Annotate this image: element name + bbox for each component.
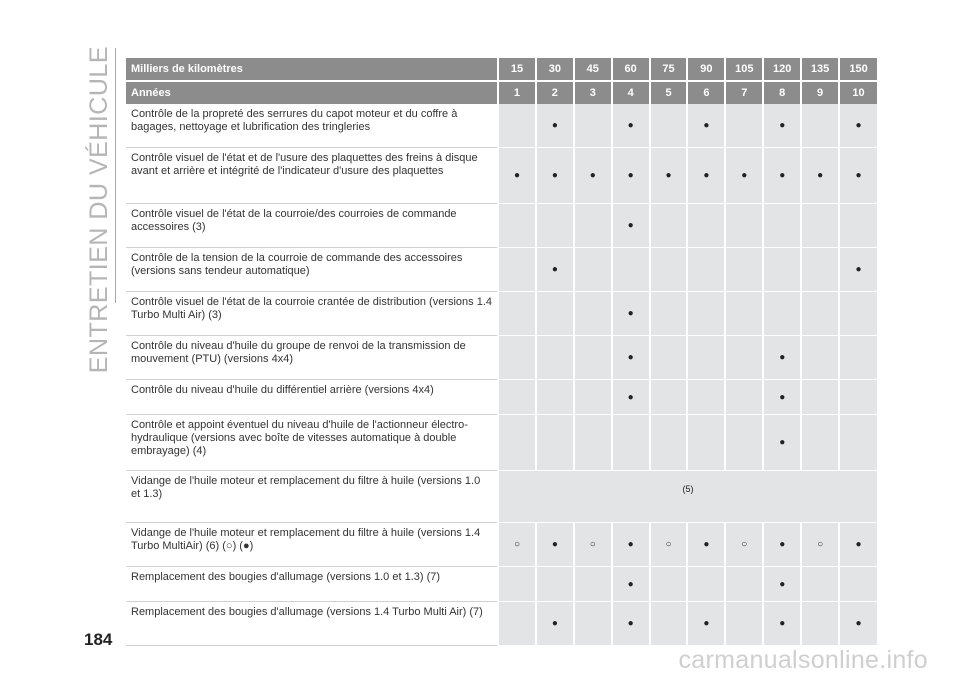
interval-cell	[687, 204, 725, 248]
operation-description: Contrôle visuel de l'état de la courroie/des courroies de commande accessoires (3)	[126, 204, 498, 248]
header-year-cell: 1	[498, 81, 536, 104]
operation-description: Contrôle du niveau d'huile du différentiel arrière (versions 4x4)	[126, 380, 498, 415]
header-km-cell: 90	[687, 58, 725, 81]
interval-cell	[574, 523, 612, 567]
interval-cell	[536, 292, 574, 336]
interval-cell	[612, 148, 650, 204]
filled-dot-mark: ●	[703, 618, 710, 629]
filled-dot-mark: ●	[779, 391, 786, 403]
interval-cell	[763, 292, 801, 336]
interval-cell	[801, 602, 839, 646]
header-year-cell: 6	[687, 81, 725, 104]
operation-description: Contrôle du niveau d'huile du groupe de renvoi de la transmission de mouvement (PTU) (versions 4x4)	[126, 336, 498, 380]
interval-cell	[574, 292, 612, 336]
interval-cell	[839, 567, 877, 602]
interval-cell	[687, 602, 725, 646]
section-side-title	[74, 46, 114, 374]
header-km-row	[126, 58, 877, 81]
interval-cell	[763, 336, 801, 380]
interval-cell	[801, 248, 839, 292]
table-row	[126, 380, 877, 415]
interval-cell	[650, 104, 688, 148]
filled-dot-mark: ●	[855, 618, 862, 629]
header-year-cell: 4	[612, 81, 650, 104]
interval-cell	[687, 523, 725, 567]
interval-cell	[725, 415, 763, 471]
header-km-cell: 45	[574, 58, 612, 81]
filled-dot-mark: ●	[817, 170, 824, 181]
open-circle-mark: ○	[665, 539, 672, 550]
interval-cell	[687, 380, 725, 415]
interval-cell	[839, 104, 877, 148]
interval-cell	[725, 204, 763, 248]
interval-cell	[763, 523, 801, 567]
interval-cell	[725, 104, 763, 148]
header-km-cell: 30	[536, 58, 574, 81]
interval-cell	[650, 148, 688, 204]
interval-cell	[763, 148, 801, 204]
interval-cell	[536, 336, 574, 380]
interval-cell	[612, 248, 650, 292]
interval-cell	[801, 380, 839, 415]
interval-cell	[612, 415, 650, 471]
interval-cell	[687, 248, 725, 292]
header-km-cell: 75	[650, 58, 688, 81]
interval-cell	[498, 415, 536, 471]
interval-cell	[536, 104, 574, 148]
interval-cell	[498, 104, 536, 148]
interval-cell	[687, 148, 725, 204]
interval-cell	[498, 602, 536, 646]
operation-description: Contrôle visuel de l'état et de l'usure des plaquettes des freins à disque avant et arrière et intégrité de l'indicateur d'usure des plaquettes	[126, 148, 498, 204]
table-row	[126, 248, 877, 292]
operation-description: Contrôle visuel de l'état de la courroie crantée de distribution (versions 1.4 Turbo Multi Air) (3)	[126, 292, 498, 336]
filled-dot-mark: ●	[627, 220, 634, 231]
filled-dot-mark: ●	[551, 170, 558, 181]
filled-dot-mark: ●	[855, 264, 862, 275]
interval-cell	[839, 523, 877, 567]
filled-dot-mark: ●	[551, 618, 558, 629]
interval-cell	[498, 380, 536, 415]
interval-cell	[687, 415, 725, 471]
filled-dot-mark: ●	[627, 120, 634, 131]
interval-cell	[725, 336, 763, 380]
interval-cell	[687, 104, 725, 148]
interval-cell	[839, 204, 877, 248]
header-year-cell: 5	[650, 81, 688, 104]
filled-dot-mark: ●	[779, 170, 786, 181]
interval-cell	[498, 248, 536, 292]
header-km-cell: 135	[801, 58, 839, 81]
header-years-label: Années	[126, 81, 498, 104]
interval-cell	[801, 567, 839, 602]
interval-cell	[839, 292, 877, 336]
interval-cell	[612, 292, 650, 336]
interval-cell	[801, 104, 839, 148]
table-row	[126, 471, 877, 523]
operation-description: Remplacement des bougies d'allumage (versions 1.4 Turbo Multi Air) (7)	[126, 602, 498, 646]
filled-dot-mark: ●	[627, 170, 634, 181]
table-row	[126, 567, 877, 602]
table-row	[126, 523, 877, 567]
interval-cell	[536, 380, 574, 415]
interval-cell	[498, 567, 536, 602]
interval-cell	[498, 336, 536, 380]
interval-cell	[498, 292, 536, 336]
interval-cell	[763, 567, 801, 602]
interval-cell	[612, 380, 650, 415]
interval-cell	[650, 523, 688, 567]
interval-cell	[763, 248, 801, 292]
table-row	[126, 292, 877, 336]
interval-cell	[763, 602, 801, 646]
filled-dot-mark: ●	[627, 618, 634, 629]
maintenance-schedule-table	[126, 58, 877, 646]
interval-cell	[801, 336, 839, 380]
interval-cell	[574, 380, 612, 415]
interval-cell	[725, 567, 763, 602]
header-km-cell: 105	[725, 58, 763, 81]
filled-dot-mark: ●	[855, 170, 862, 181]
side-divider	[115, 48, 116, 303]
interval-cell	[725, 292, 763, 336]
interval-cell	[650, 204, 688, 248]
interval-cell	[725, 248, 763, 292]
table-row	[126, 148, 877, 204]
operation-description: Vidange de l'huile moteur et remplacement du filtre à huile (versions 1.4 Turbo MultiAir) (6) (○) (●)	[126, 523, 498, 567]
interval-cell	[650, 415, 688, 471]
interval-cell	[725, 380, 763, 415]
interval-cell	[536, 148, 574, 204]
operation-description: Remplacement des bougies d'allumage (versions 1.0 et 1.3) (7)	[126, 567, 498, 602]
interval-cell	[650, 248, 688, 292]
filled-dot-mark: ●	[855, 539, 862, 550]
header-year-cell: 7	[725, 81, 763, 104]
interval-cell	[574, 248, 612, 292]
open-circle-mark: ○	[817, 539, 824, 550]
open-circle-mark: ○	[741, 539, 748, 550]
table-row	[126, 415, 877, 471]
interval-cell	[650, 380, 688, 415]
filled-dot-mark: ●	[855, 120, 862, 131]
header-year-cell: 8	[763, 81, 801, 104]
interval-cell	[536, 415, 574, 471]
filled-dot-mark: ●	[703, 170, 710, 181]
header-km-cell: 60	[612, 58, 650, 81]
interval-cell	[612, 602, 650, 646]
table-body	[126, 104, 877, 646]
filled-dot-mark: ●	[779, 352, 786, 363]
filled-dot-mark: ●	[779, 578, 786, 590]
filled-dot-mark: ●	[703, 539, 710, 550]
table-row	[126, 336, 877, 380]
interval-cell	[612, 523, 650, 567]
interval-cell	[839, 336, 877, 380]
interval-cell	[536, 602, 574, 646]
interval-cell	[839, 248, 877, 292]
interval-cell	[650, 602, 688, 646]
filled-dot-mark: ●	[627, 308, 634, 319]
interval-cell	[498, 148, 536, 204]
filled-dot-mark: ●	[627, 578, 634, 590]
filled-dot-mark: ●	[513, 170, 520, 181]
interval-cell	[574, 567, 612, 602]
header-km-cell: 150	[839, 58, 877, 81]
interval-cell	[839, 602, 877, 646]
interval-note-cell: (5)	[498, 471, 877, 523]
interval-cell	[687, 336, 725, 380]
header-km-label: Milliers de kilomètres	[126, 58, 498, 81]
interval-cell	[725, 148, 763, 204]
filled-dot-mark: ●	[627, 391, 634, 403]
interval-cell	[612, 104, 650, 148]
filled-dot-mark: ●	[779, 437, 786, 448]
page-number: 184	[84, 630, 113, 649]
interval-cell	[574, 204, 612, 248]
interval-cell	[801, 204, 839, 248]
interval-cell	[763, 415, 801, 471]
interval-cell	[612, 567, 650, 602]
interval-cell	[536, 523, 574, 567]
interval-cell	[536, 204, 574, 248]
interval-cell	[801, 415, 839, 471]
interval-cell	[650, 567, 688, 602]
interval-cell	[801, 292, 839, 336]
interval-cell	[574, 336, 612, 380]
header-year-cell: 9	[801, 81, 839, 104]
interval-cell	[839, 415, 877, 471]
section-title-text: ENTRETIEN DU VÉHICULE	[85, 46, 113, 374]
interval-cell	[536, 248, 574, 292]
filled-dot-mark: ●	[741, 170, 748, 181]
interval-cell	[763, 204, 801, 248]
interval-cell	[612, 336, 650, 380]
interval-cell	[498, 523, 536, 567]
header-year-cell: 10	[839, 81, 877, 104]
operation-description: Vidange de l'huile moteur et remplacement du filtre à huile (versions 1.0 et 1.3)	[126, 471, 498, 523]
interval-cell	[574, 104, 612, 148]
interval-cell	[536, 567, 574, 602]
interval-cell	[650, 336, 688, 380]
interval-cell	[687, 567, 725, 602]
interval-cell	[725, 523, 763, 567]
interval-cell	[574, 415, 612, 471]
operation-description: Contrôle de la tension de la courroie de commande des accessoires (versions sans tendeur automatique)	[126, 248, 498, 292]
interval-cell	[839, 380, 877, 415]
interval-cell	[650, 292, 688, 336]
filled-dot-mark: ●	[551, 120, 558, 131]
filled-dot-mark: ●	[551, 539, 558, 550]
filled-dot-mark: ●	[627, 352, 634, 363]
interval-cell	[839, 148, 877, 204]
header-year-cell: 3	[574, 81, 612, 104]
interval-cell	[801, 523, 839, 567]
filled-dot-mark: ●	[627, 539, 634, 550]
filled-dot-mark: ●	[779, 539, 786, 550]
header-years-row	[126, 81, 877, 104]
open-circle-mark: ○	[513, 539, 520, 550]
header-km-cell: 15	[498, 58, 536, 81]
interval-cell	[574, 148, 612, 204]
filled-dot-mark: ●	[779, 618, 786, 629]
operation-description: Contrôle et appoint éventuel du niveau d'huile de l'actionneur électro-hydraulique (versions avec boîte de vitesses automatique à double embrayage) (4)	[126, 415, 498, 471]
watermark: carmanualsonline.info	[678, 646, 928, 674]
interval-cell	[725, 602, 763, 646]
header-km-cell: 120	[763, 58, 801, 81]
table-row	[126, 602, 877, 646]
header-year-cell: 2	[536, 81, 574, 104]
interval-cell	[498, 204, 536, 248]
interval-cell	[574, 602, 612, 646]
operation-description: Contrôle de la propreté des serrures du capot moteur et du coffre à bagages, nettoyage et lubrification des tringleries	[126, 104, 498, 148]
interval-cell	[763, 104, 801, 148]
interval-cell	[687, 292, 725, 336]
filled-dot-mark: ●	[551, 264, 558, 275]
filled-dot-mark: ●	[779, 120, 786, 131]
filled-dot-mark: ●	[665, 170, 672, 181]
interval-cell	[612, 204, 650, 248]
interval-cell	[763, 380, 801, 415]
open-circle-mark: ○	[589, 539, 596, 550]
filled-dot-mark: ●	[589, 170, 596, 181]
interval-cell	[801, 148, 839, 204]
filled-dot-mark: ●	[703, 120, 710, 131]
table-row	[126, 204, 877, 248]
table-row	[126, 104, 877, 148]
